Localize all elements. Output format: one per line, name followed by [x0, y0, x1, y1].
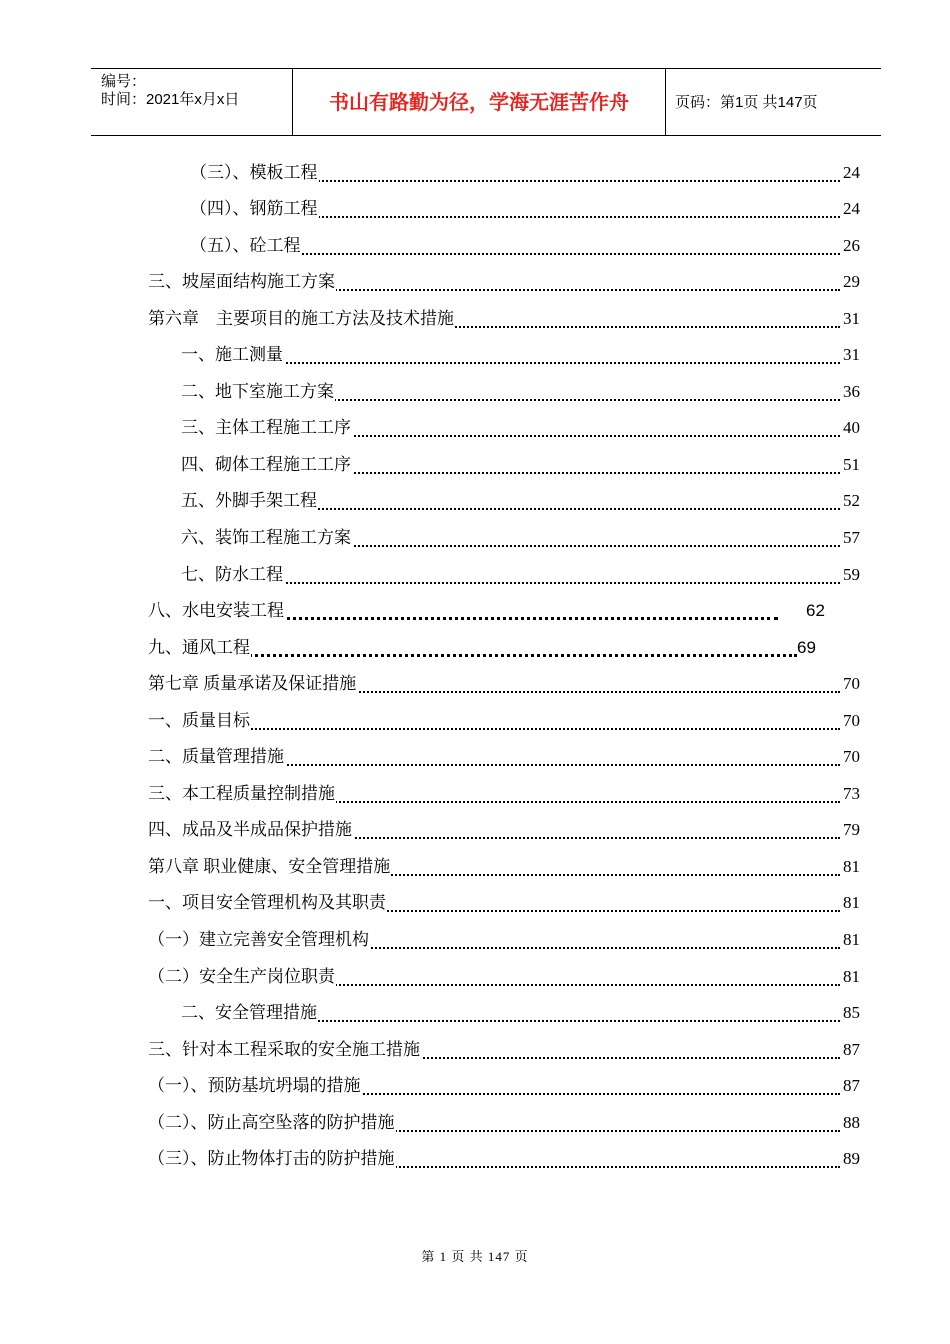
toc-entry-page: 26	[843, 235, 860, 255]
toc-entry-page: 89	[843, 1149, 860, 1169]
toc-entry[interactable]	[0, 1068, 950, 1105]
toc-entry-page: 62	[806, 601, 825, 621]
toc-entry-title: （一）、预防基坑坍塌的措施	[148, 1071, 362, 1096]
toc-entry[interactable]	[0, 921, 950, 958]
toc-entry-title: 第六章 主要项目的施工方法及技术措施	[148, 304, 455, 329]
toc-entry-page: 36	[843, 381, 860, 401]
toc-entry[interactable]	[0, 958, 950, 995]
toc-entry-page: 24	[843, 162, 860, 182]
toc-entry-title: 七、防水工程	[181, 560, 284, 585]
toc-entry-title: 八、水电安装工程	[148, 596, 285, 621]
toc-entry-title: 四、砌体工程施工工序	[181, 450, 352, 475]
toc-entry[interactable]	[0, 519, 950, 556]
toc-entry[interactable]	[0, 702, 950, 739]
header-motto: 书山有路勤为径，学海无涯苦作舟	[329, 90, 629, 114]
toc-entry-title: 三、本工程质量控制措施	[148, 779, 336, 804]
toc-entry[interactable]	[0, 154, 950, 191]
toc-entry[interactable]	[0, 629, 950, 666]
header-meta	[101, 73, 239, 109]
toc-entry-page: 79	[843, 820, 860, 840]
toc-entry-title: （二）、防止高空坠落的防护措施	[148, 1108, 396, 1133]
toc-leader-dots	[148, 728, 840, 730]
toc-entry-page: 81	[843, 893, 860, 913]
table-of-contents	[0, 154, 950, 1177]
header-page-label: 页码：第1页 共147页	[675, 94, 818, 111]
toc-entry-title: 二、质量管理措施	[148, 742, 285, 767]
toc-entry-page: 85	[843, 1003, 860, 1023]
toc-entry-page: 81	[843, 930, 860, 950]
toc-entry[interactable]	[0, 1141, 950, 1178]
toc-entry[interactable]	[0, 1031, 950, 1068]
toc-entry[interactable]	[0, 666, 950, 703]
toc-entry-title: （三）、模板工程	[190, 158, 319, 183]
toc-entry-page: 69	[797, 637, 816, 657]
toc-entry-title: （三）、防止物体打击的防护措施	[148, 1144, 396, 1169]
toc-entry-title: 六、装饰工程施工方案	[181, 523, 352, 548]
toc-entry-page: 24	[843, 199, 860, 219]
toc-entry-page: 51	[843, 454, 860, 474]
toc-entry-title: 一、质量目标	[148, 706, 251, 731]
toc-entry[interactable]	[0, 593, 950, 630]
toc-entry-page: 73	[843, 783, 860, 803]
toc-entry-page: 40	[843, 418, 860, 438]
toc-entry-page: 81	[843, 856, 860, 876]
page-header	[91, 68, 881, 136]
toc-entry[interactable]	[0, 446, 950, 483]
toc-entry-page: 31	[843, 308, 860, 328]
toc-entry-page: 87	[843, 1076, 860, 1096]
toc-entry-title: 二、安全管理措施	[181, 998, 318, 1023]
toc-entry[interactable]	[0, 337, 950, 374]
header-divider	[665, 69, 666, 135]
toc-entry-title: 三、坡屋面结构施工方案	[148, 267, 336, 292]
toc-entry-title: 九、通风工程	[148, 633, 251, 658]
toc-entry-title: 四、成品及半成品保护措施	[148, 815, 353, 840]
toc-entry[interactable]	[0, 373, 950, 410]
header-number-label: 编号：	[101, 73, 147, 90]
toc-entry-title: 一、项目安全管理机构及其职责	[148, 888, 387, 913]
toc-entry-title: 三、针对本工程采取的安全施工措施	[148, 1035, 421, 1060]
toc-entry-page: 31	[843, 345, 860, 365]
toc-entry-page: 88	[843, 1112, 860, 1132]
toc-entry-title: （五）、砼工程	[190, 231, 302, 256]
toc-entry[interactable]	[0, 556, 950, 593]
toc-entry-page: 81	[843, 966, 860, 986]
toc-entry[interactable]	[0, 885, 950, 922]
toc-entry-page: 70	[843, 710, 860, 730]
toc-entry[interactable]	[0, 227, 950, 264]
toc-entry[interactable]	[0, 264, 950, 301]
toc-entry-title: 第七章 质量承诺及保证措施	[148, 669, 357, 694]
toc-entry-title: 第八章 职业健康、安全管理措施	[148, 852, 391, 877]
toc-entry[interactable]	[0, 191, 950, 228]
toc-entry-title: （一）建立完善安全管理机构	[148, 925, 370, 950]
toc-entry[interactable]	[0, 995, 950, 1032]
toc-entry-page: 57	[843, 528, 860, 548]
toc-entry[interactable]	[0, 848, 950, 885]
toc-entry[interactable]	[0, 483, 950, 520]
toc-entry[interactable]	[0, 410, 950, 447]
toc-entry-page: 29	[843, 272, 860, 292]
toc-entry-title: （二）安全生产岗位职责	[148, 962, 336, 987]
toc-entry-page: 70	[843, 674, 860, 694]
toc-entry[interactable]	[0, 812, 950, 849]
header-time-label: 时间：2021年x月x日	[101, 91, 240, 108]
toc-entry-title: 一、施工测量	[181, 340, 284, 365]
toc-entry[interactable]	[0, 300, 950, 337]
toc-entry[interactable]	[0, 739, 950, 776]
toc-entry-title: 二、地下室施工方案	[181, 377, 335, 402]
page-footer: 第 1 页 共 147 页	[421, 1249, 529, 1264]
toc-entry[interactable]	[0, 1104, 950, 1141]
toc-entry-title: 五、外脚手架工程	[181, 486, 318, 511]
toc-entry-page: 70	[843, 747, 860, 767]
toc-entry-page: 52	[843, 491, 860, 511]
toc-entry[interactable]	[0, 775, 950, 812]
toc-entry-page: 87	[843, 1039, 860, 1059]
toc-entry-title: 三、主体工程施工工序	[181, 413, 352, 438]
toc-entry-page: 59	[843, 564, 860, 584]
toc-entry-title: （四）、钢筋工程	[190, 194, 319, 219]
